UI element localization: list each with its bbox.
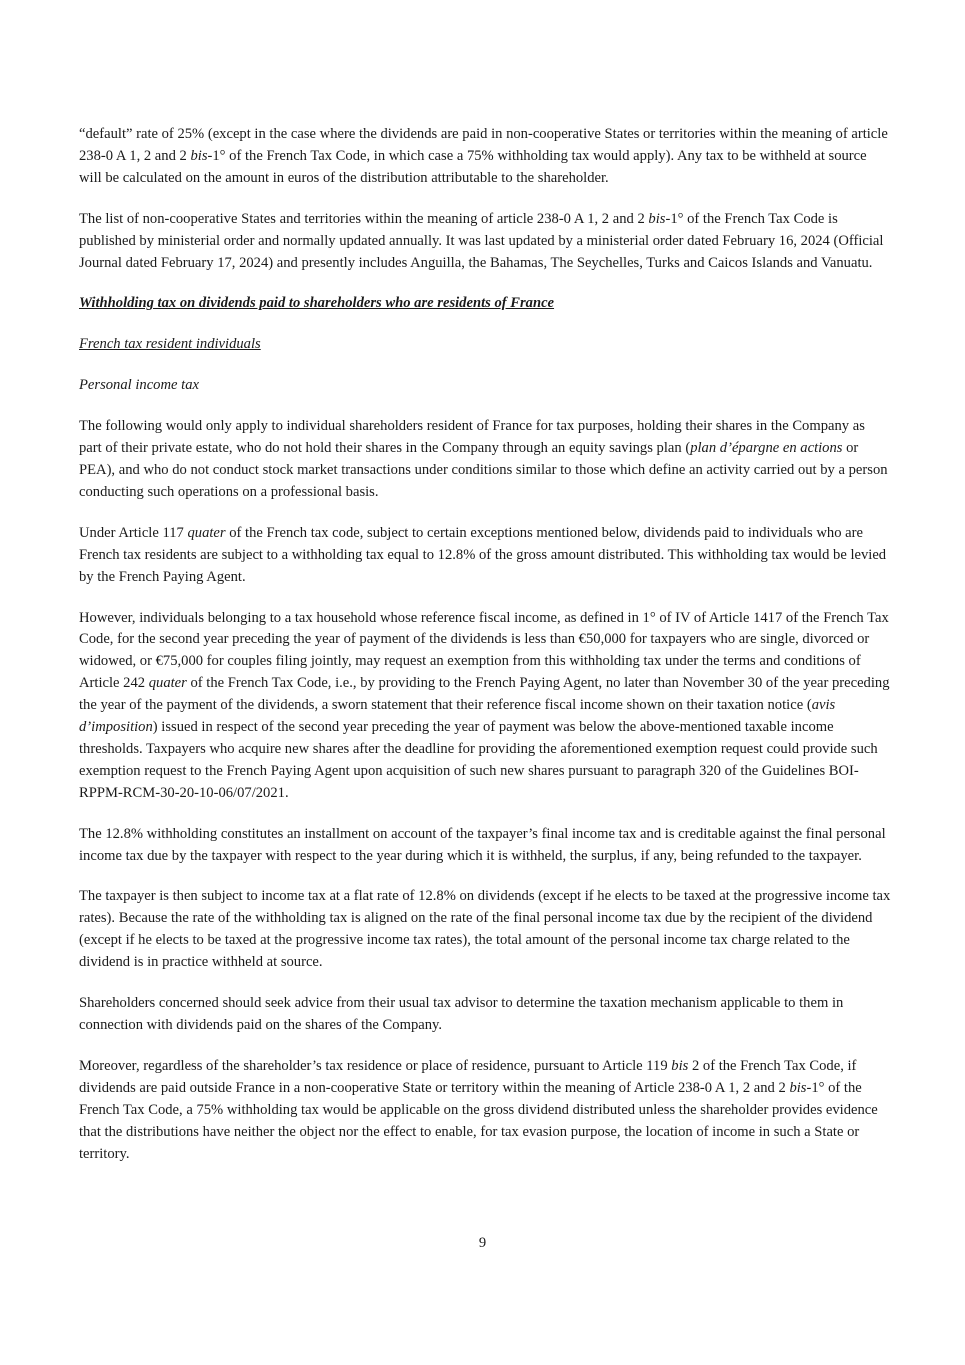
- text-run: -1° of the French Tax Code, a 75% withholding tax would be applicable on the gross dividend distributed unless the shareholder provides evidence that the distributions have neither the object nor the effect to enable, for tax evasion purpose, the location of income in such a State or territory.: [79, 1079, 878, 1162]
- body-paragraph: [79, 124, 891, 190]
- text-run: or PEA), and who do not conduct stock market transactions under conditions similar to those which define an activity carried out by a person conducting such operations on a professional basis.: [79, 440, 888, 500]
- text-run: of the French Tax Code, i.e., by providing to the French Paying Agent, no later than November 30 of the year preceding the year of the payment of the dividends, a sworn statement that their reference fiscal income shown on their taxation notice (: [79, 675, 890, 714]
- body-paragraph: [79, 209, 891, 275]
- section-heading: [79, 293, 891, 315]
- text-run: The list of non-cooperative States and territories within the meaning of article 238-0 A 1, 2 and 2: [79, 210, 649, 227]
- section-heading: [79, 375, 891, 397]
- section-heading: [79, 334, 891, 356]
- text-run: Moreover, regardless of the shareholder’s tax residence or place of residence, pursuant to Article 119: [79, 1057, 672, 1074]
- italic-term: bis: [648, 210, 666, 227]
- page-body: [79, 124, 891, 1184]
- body-paragraph: [79, 416, 891, 504]
- body-paragraph: [79, 608, 891, 805]
- italic-term: plan d’épargne en actions: [690, 440, 843, 457]
- body-paragraph: [79, 523, 891, 589]
- page-number: 9: [478, 1235, 487, 1251]
- body-paragraph: [79, 1056, 891, 1166]
- text-run: “default” rate of 25% (except in the case where the dividends are paid in non-cooperative States or territories within the meaning of article 238-0 A 1, 2 and 2: [79, 126, 888, 164]
- italic-term: quater: [187, 524, 226, 541]
- text-run: of the French tax code, subject to certain exceptions mentioned below, dividends paid to individuals who are French tax residents are subject to a withholding tax equal to 12.8% of the gross amount distributed. This withholding tax would be levied by the French Paying Agent.: [79, 524, 887, 585]
- text-run: French tax resident individuals: [79, 336, 261, 353]
- text-run: -1° of the French Tax Code, in which case a 75% withholding tax would apply). Any tax to be withheld at source will be calculated on the amount in euros of the distribution attributable to the shareholder.: [79, 147, 867, 186]
- text-run: 2 of the French Tax Code, if dividends are paid outside France in a non-cooperative State or territory within the meaning of Article 238-0 A 1, 2 and 2: [79, 1057, 857, 1096]
- body-paragraph: [79, 886, 891, 974]
- text-run: The taxpayer is then subject to income tax at a flat rate of 12.8% on dividends (except if he elects to be taxed at the progressive income tax rates). Because the rate of the withholding tax is aligned on the rate of the final personal income tax due by the recipient of the dividend (except if he elects to be taxed at the progressive income tax rates), the total amount of the personal income tax charge related to the dividend is in practice withheld at source.: [79, 888, 891, 971]
- body-paragraph: [79, 993, 891, 1037]
- body-paragraph: [79, 824, 891, 868]
- text-run: ) issued in respect of the second year preceding the year of payment was below the above-mentioned taxable income thresholds. Taxpayers who acquire new shares after the deadline for providing the aforementioned exemption request could provide such exemption request to the French Paying Agent upon acquisition of such new shares pursuant to paragraph 320 of the Guidelines BOI-RPPM-RCM-30-20-10-06/07/2021.: [79, 719, 878, 801]
- text-run: The 12.8% withholding constitutes an installment on account of the taxpayer’s final income tax and is creditable against the final personal income tax due by the taxpayer with respect to the year during which it is withheld, the surplus, if any, being refunded to the taxpayer.: [79, 825, 886, 864]
- italic-term: bis: [190, 147, 208, 164]
- italic-term: avis d’imposition: [79, 697, 836, 736]
- italic-term: bis: [671, 1057, 689, 1074]
- text-run: Personal income tax: [79, 377, 199, 394]
- text-run: Withholding tax on dividends paid to shareholders who are residents of France: [79, 295, 555, 312]
- italic-term: bis: [789, 1079, 807, 1096]
- text-run: Under Article 117: [79, 524, 188, 541]
- text-run: -1° of the French Tax Code is published by ministerial order and normally updated annually. It was last updated by a ministerial order dated February 16, 2024 (Official Journal dated February 17, 2024) and presently includes Anguilla, the Bahamas, The Seychelles, Turks and Caicos Islands and Vanuatu.: [79, 210, 884, 271]
- text-run: However, individuals belonging to a tax household whose reference fiscal income, as defined in 1° of IV of Article 1417 of the French Tax Code, for the second year preceding the year of payment of the dividends is less than €50,000 for taxpayers who are single, divorced or widowed, or €75,000 for couples filing jointly, may request an exemption from this withholding tax under the terms and conditions of Article 242: [79, 609, 889, 692]
- text-run: The following would only apply to individual shareholders resident of France for tax purposes, holding their shares in the Company as part of their private estate, who do not hold their shares in the Company through an equity savings plan (: [79, 418, 865, 457]
- italic-term: quater: [148, 675, 187, 692]
- text-run: Shareholders concerned should seek advice from their usual tax advisor to determine the taxation mechanism applicable to them in connection with dividends paid on the shares of the Company.: [79, 995, 844, 1033]
